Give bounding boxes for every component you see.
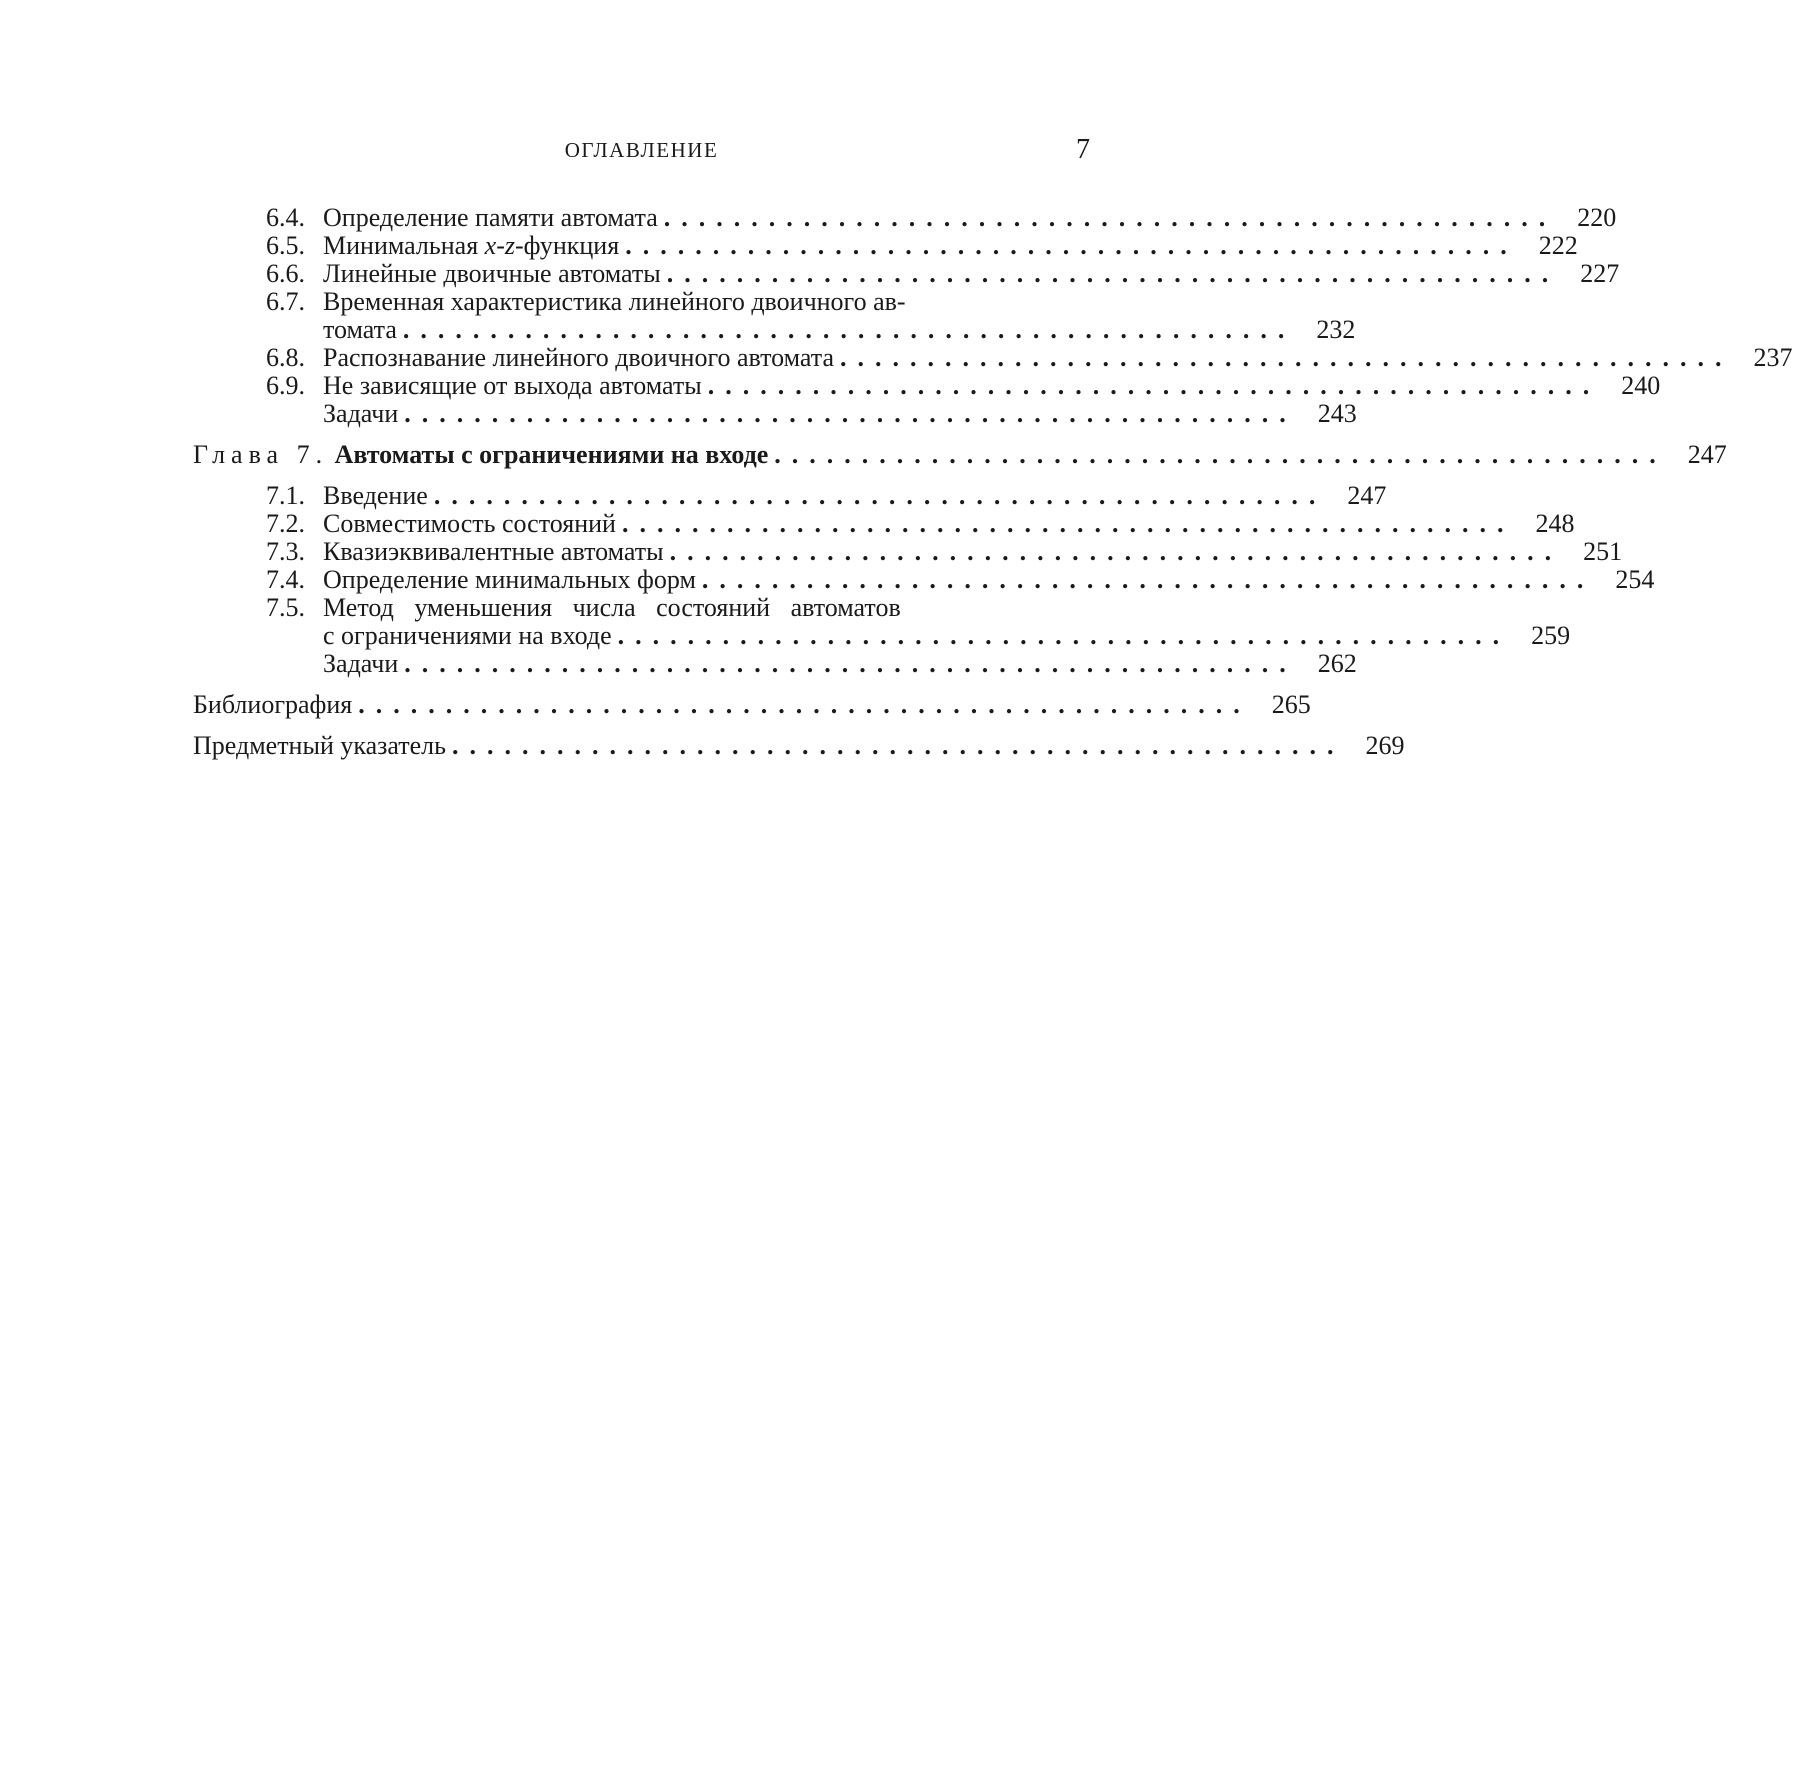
dot-leader: ................................................... — [617, 621, 1511, 650]
section-title: Временная характеристика линейного двоичного ав- — [323, 287, 906, 316]
section-title: Не зависящие от выхода автоматы — [323, 371, 702, 400]
section-number: 6.4. — [266, 203, 305, 232]
dot-leader: ................................................... — [625, 231, 1518, 260]
page-number: 222 — [1538, 231, 1578, 260]
page-number: 265 — [1271, 690, 1311, 719]
section-title-continued: с ограничениями на входе — [323, 621, 612, 650]
page-number: 259 — [1531, 621, 1571, 650]
section-number: 7.3. — [266, 537, 305, 566]
page-number: 243 — [1317, 399, 1357, 428]
section-title: Метод уменьшения числа состояний автоматов — [323, 593, 901, 622]
dot-leader: ................................................... — [840, 343, 1733, 372]
page-number: 262 — [1317, 649, 1357, 678]
section-number: 6.8. — [266, 343, 305, 372]
toc-entry-6-6[interactable] — [193, 259, 1620, 288]
section-title: Задачи — [323, 649, 399, 678]
page-header — [193, 134, 1090, 174]
dot-leader: ................................................... — [404, 649, 1297, 678]
section-title: Определение памяти автомата — [323, 203, 658, 232]
section-title: Совместимость состояний — [323, 509, 616, 538]
dot-leader: ................................................... — [663, 203, 1557, 232]
running-head-page-number: 7 — [1076, 134, 1090, 165]
dot-leader: ................................................... — [358, 690, 1251, 719]
section-title: Задачи — [323, 399, 399, 428]
dot-leader: ................................................... — [669, 537, 1563, 566]
toc-entry-6-7-line1[interactable] — [193, 288, 1090, 316]
toc-entry-7-tasks[interactable] — [193, 649, 1357, 678]
section-title: Квазиэквивалентные автоматы — [323, 537, 664, 566]
section-title: Введение — [323, 481, 428, 510]
table-of-contents — [193, 203, 1793, 760]
dot-leader: ................................................... — [621, 509, 1515, 538]
page-number: 247 — [1687, 440, 1727, 469]
section-title — [323, 232, 619, 260]
dot-leader: ................................................... — [402, 315, 1296, 344]
dot-leader: ................................................... — [452, 731, 1345, 760]
dot-leader: ................................................... — [701, 565, 1595, 594]
toc-entry-6-7-line2[interactable] — [193, 315, 1356, 344]
section-title: Предметный указатель — [193, 731, 447, 760]
section-number: 7.5. — [266, 593, 305, 622]
toc-entry-7-2[interactable] — [193, 509, 1575, 538]
dot-leader: ................................................... — [433, 481, 1327, 510]
toc-entry-index[interactable] — [193, 731, 1405, 760]
toc-entry-7-1[interactable] — [193, 481, 1387, 510]
page-number: 248 — [1535, 509, 1575, 538]
section-number: 6.9. — [266, 371, 305, 400]
page-number: 220 — [1577, 203, 1617, 232]
page-number: 232 — [1316, 315, 1356, 344]
chapter-heading — [193, 441, 768, 469]
section-number: 7.1. — [266, 481, 305, 510]
section-number: 7.2. — [266, 509, 305, 538]
page-number: 240 — [1621, 371, 1661, 400]
section-title-math: x-z — [484, 231, 515, 260]
section-number: 6.7. — [266, 287, 305, 316]
toc-entry-7-5-line1[interactable] — [193, 594, 1090, 622]
section-number: 7.4. — [266, 565, 305, 594]
toc-entry-7-5-line2[interactable] — [193, 621, 1571, 650]
toc-entry-6-4[interactable] — [193, 203, 1617, 232]
toc-entry-6-9[interactable] — [193, 371, 1661, 400]
page-number: 269 — [1365, 731, 1405, 760]
section-title: Библиография — [193, 690, 353, 719]
toc-entry-7-4[interactable] — [193, 565, 1655, 594]
section-title: Определение минимальных форм — [323, 565, 696, 594]
section-title-part: -функция — [514, 231, 620, 260]
section-title-continued: томата — [323, 315, 397, 344]
chapter-title: Автоматы с ограничениями на входе — [334, 440, 769, 469]
section-title: Распознавание линейного двоичного автомата — [323, 343, 835, 372]
section-number: 6.6. — [266, 259, 305, 288]
page-number: 247 — [1347, 481, 1387, 510]
toc-entry-bibliography[interactable] — [193, 690, 1311, 719]
page-number: 227 — [1580, 259, 1620, 288]
section-title-part: Минимальная — [323, 231, 485, 260]
dot-leader: ................................................... — [774, 440, 1667, 469]
chapter-label: Глава 7. — [193, 440, 329, 469]
dot-leader: ................................................... — [666, 259, 1560, 288]
toc-entry-6-tasks[interactable] — [193, 399, 1357, 428]
dot-leader: ................................................... — [404, 399, 1297, 428]
toc-entry-6-5[interactable] — [193, 231, 1578, 260]
page-number: 251 — [1583, 537, 1623, 566]
toc-entry-7-3[interactable] — [193, 537, 1623, 566]
page-number: 254 — [1615, 565, 1655, 594]
toc-entry-6-8[interactable] — [193, 343, 1793, 372]
page-number: 237 — [1753, 343, 1793, 372]
section-title: Линейные двоичные автоматы — [323, 259, 661, 288]
section-number: 6.5. — [266, 231, 305, 260]
toc-chapter-7[interactable] — [193, 440, 1727, 469]
dot-leader: ................................................... — [707, 371, 1601, 400]
running-head-title: ОГЛАВЛЕНИЕ — [564, 138, 719, 162]
